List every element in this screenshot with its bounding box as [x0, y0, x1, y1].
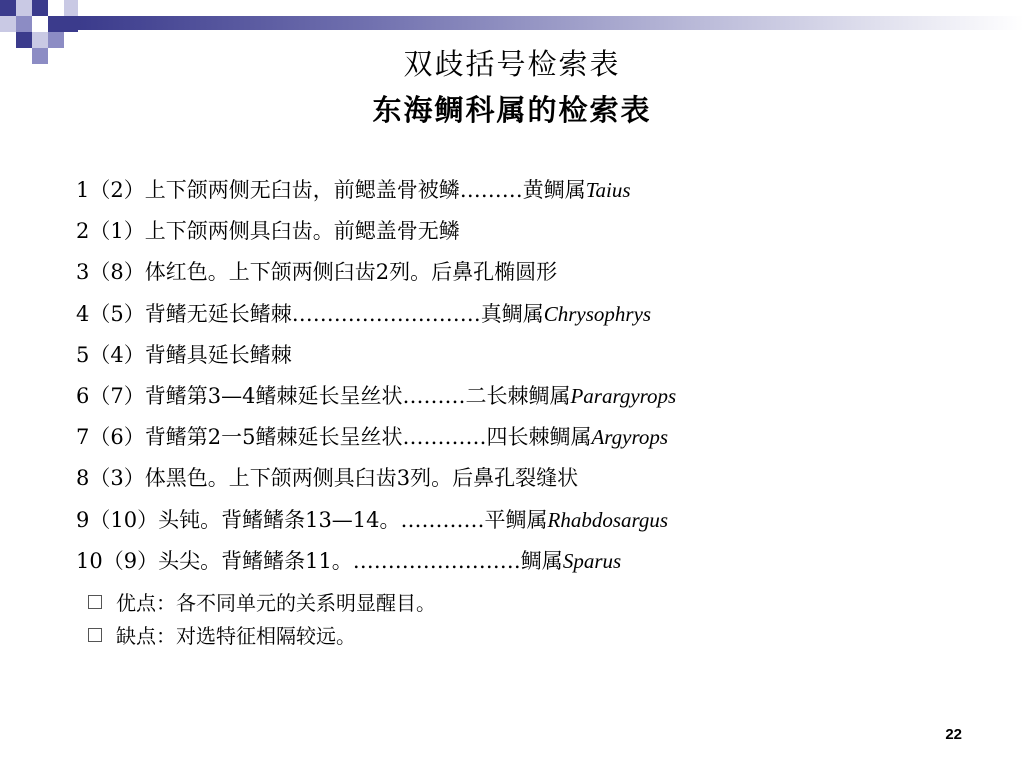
key-row: [76, 382, 976, 423]
bullet-text: 缺点：对选特征相隔较远。: [116, 624, 356, 648]
key-row: [76, 300, 976, 341]
key-row-text: 6（7）背鳍第3—4鳍棘延长呈丝状………二长棘鲷属: [76, 383, 571, 408]
bullet-item: [88, 621, 436, 654]
bullet-text: 优点：各不同单元的关系明显醒目。: [116, 591, 436, 615]
key-row: [76, 464, 976, 505]
key-row-text: 1（2）上下颌两侧无臼齿，前鳃盖骨被鳞………黄鲷属: [76, 178, 586, 202]
square-bullet-icon: [88, 628, 102, 642]
key-row: [76, 176, 976, 217]
slide-title: 双歧括号检索表: [403, 47, 621, 81]
key-row-text: 2（1）上下颌两侧具臼齿。前鳃盖骨无鳞: [76, 219, 460, 244]
key-row: [76, 341, 976, 382]
key-row-taxon: Parargyrops: [570, 383, 677, 408]
key-row-text: 9（10）头钝。背鳍鳍条13—14。…………平鲷属: [76, 507, 548, 532]
key-row-taxon: Sparus: [562, 548, 622, 573]
slide-subtitle: 东海鲷科属的检索表: [372, 93, 652, 127]
square-bullet-icon: [88, 595, 102, 609]
bullet-list: [88, 588, 436, 654]
key-row-text: 7（6）背鳍第2一5鳍棘延长呈丝状…………四长棘鲷属: [76, 425, 592, 450]
bullet-item: [88, 588, 436, 621]
key-row-taxon: Argyrops: [591, 425, 669, 450]
key-row-text: 8（3）体黑色。上下颌两侧具臼齿3列。后鼻孔裂缝状: [76, 466, 579, 491]
key-row-text: 5（4）背鳍具延长鳍棘: [76, 342, 292, 367]
dichotomous-key: [76, 176, 976, 588]
key-row-taxon: Rhabdosargus: [547, 507, 669, 532]
key-row: [76, 506, 976, 547]
header-gradient-bar: [78, 16, 1024, 30]
page-number: 22: [945, 726, 962, 743]
key-row: [76, 258, 976, 299]
key-row-text: 10（9）头尖。背鳍鳍条11。……………………鲷属: [76, 548, 563, 573]
key-row-text: 3（8）体红色。上下颌两侧臼齿2列。后鼻孔椭圆形: [76, 260, 558, 285]
key-row-text: 4（5）背鳍无延长鳍棘………………………真鲷属: [76, 301, 544, 326]
key-row: [76, 423, 976, 464]
key-row: [76, 547, 976, 588]
key-row-taxon: Chrysophrys: [543, 301, 652, 326]
key-row: [76, 217, 976, 258]
key-row-taxon: Taius: [585, 178, 631, 202]
